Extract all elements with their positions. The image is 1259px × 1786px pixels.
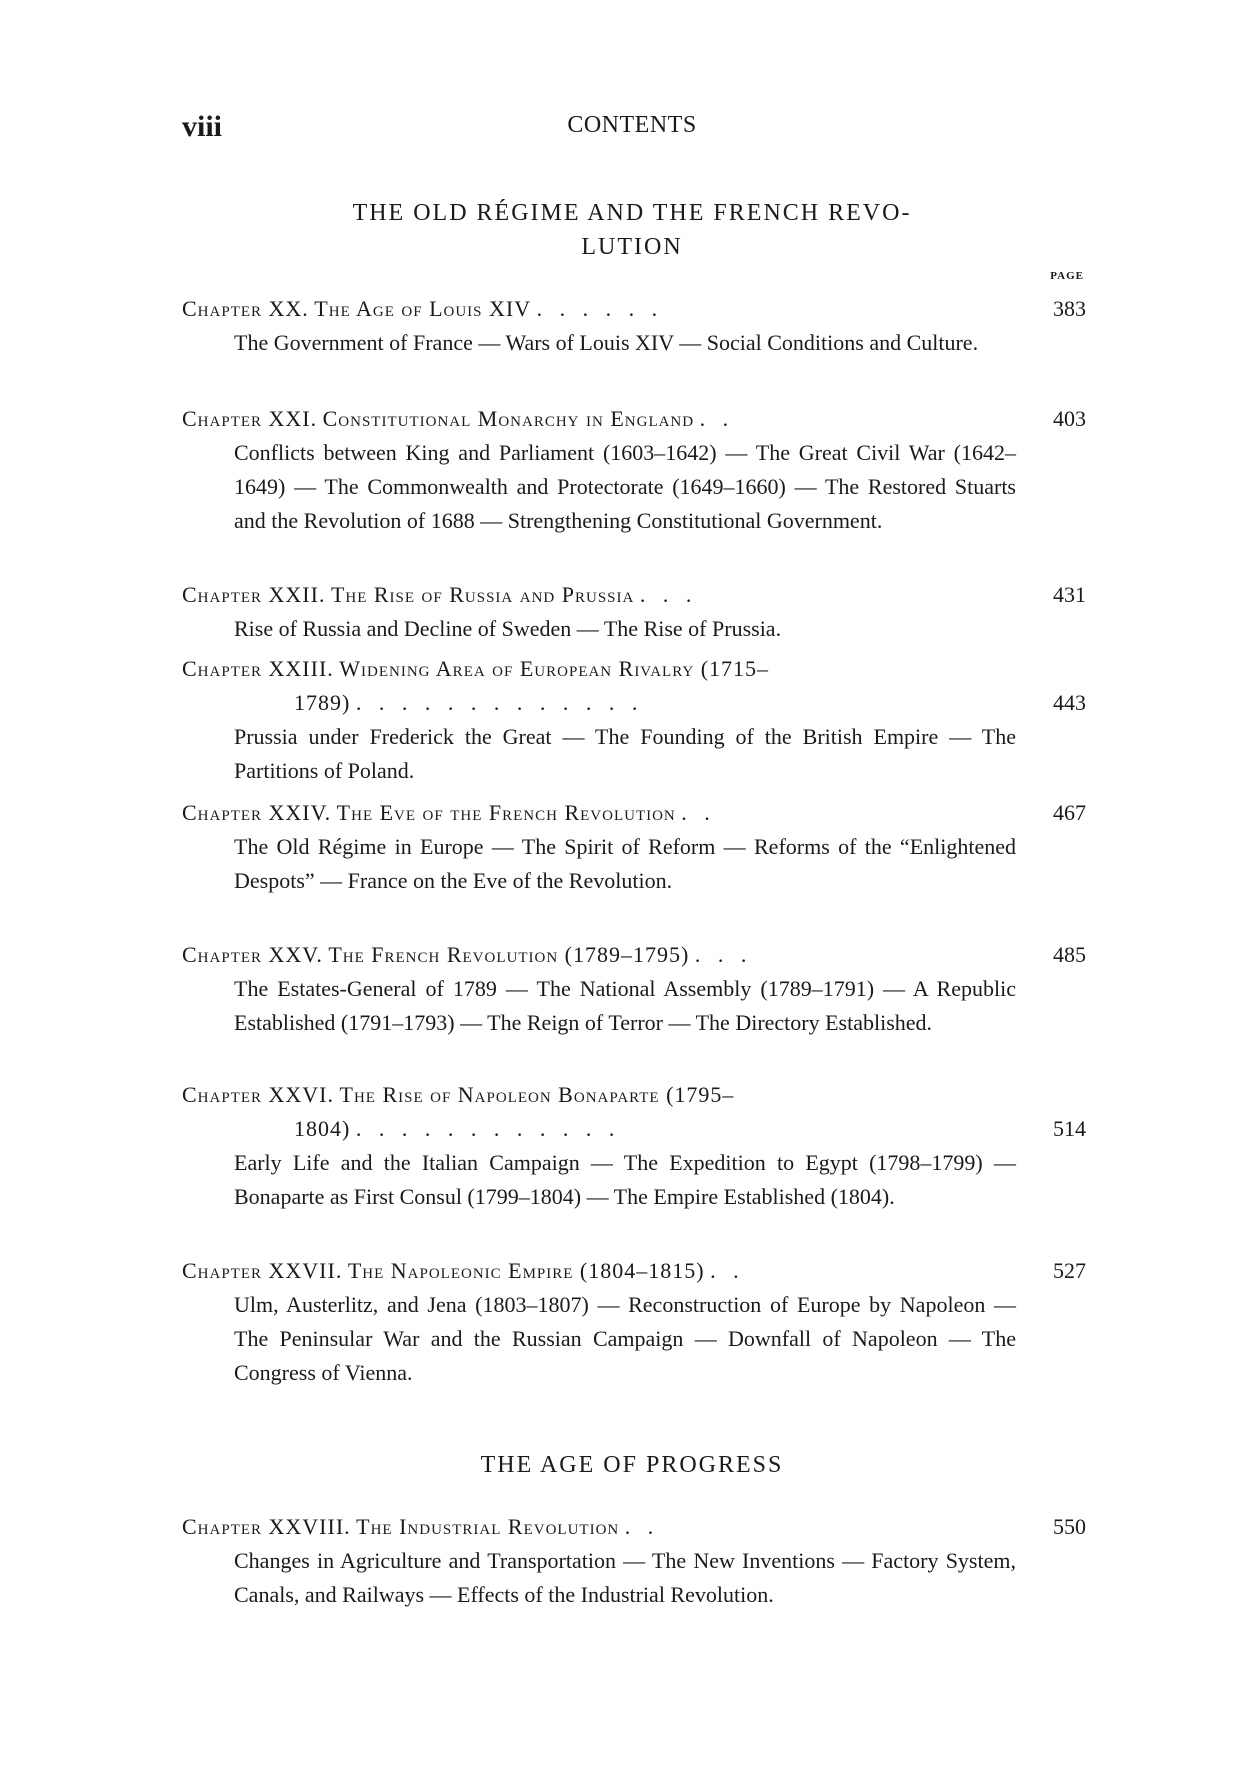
chapter-page-number: 550 xyxy=(1053,1514,1086,1539)
chapter-title: The Eve of the French Revolution xyxy=(336,800,676,825)
dot-leader: . . . . . . . . . . . . xyxy=(355,1116,621,1141)
chapter-summary: The Old Régime in Europe — The Spirit of Reform — Reforms of the “Enlightened Despots” — France on the Eve of the Revolution. xyxy=(234,834,1016,893)
chapter-summary: Prussia under Frederick the Great — The Founding of the British Empire — The Partitions of Poland. xyxy=(234,724,1016,783)
chapter-heading-continuation xyxy=(182,1112,1086,1146)
chapter-summary: Changes in Agriculture and Transportation — The New Inventions — Factory System, Canals, and Railways — Effects of the Industrial Revolution. xyxy=(234,1548,1016,1607)
dot-leader: . . xyxy=(710,1258,745,1283)
running-title: CONTENTS xyxy=(567,112,697,138)
toc-entry-chapter-xxiv xyxy=(182,796,1086,898)
chapter-title-continued: 1804) xyxy=(294,1116,351,1141)
chapter-title: Constitutional Monarchy in England xyxy=(322,406,695,431)
section-heading-line: THE AGE OF PROGRESS xyxy=(480,1452,784,1478)
chapter-heading-line xyxy=(182,578,1086,612)
toc-entry-chapter-xxv xyxy=(182,938,1086,1040)
chapter-title: The Napoleonic Empire (1804–1815) xyxy=(347,1258,705,1283)
chapter-page-number: 403 xyxy=(1053,406,1086,431)
chapter-heading-line xyxy=(182,1510,1086,1544)
chapter-page-number: 527 xyxy=(1053,1258,1086,1283)
chapter-page-number: 514 xyxy=(1053,1116,1086,1141)
dot-leader: . . xyxy=(699,406,735,431)
dot-leader: . . xyxy=(681,800,716,825)
chapter-label: Chapter XXVI. xyxy=(182,1082,335,1107)
chapter-heading-line xyxy=(182,796,1086,830)
section-heading-line: THE OLD RÉGIME AND THE FRENCH REVO- xyxy=(352,200,912,226)
chapter-heading-continuation xyxy=(182,686,1086,720)
chapter-label: Chapter XXVII. xyxy=(182,1258,343,1283)
chapter-summary: Early Life and the Italian Campaign — The Expedition to Egypt (1798–1799) — Bonaparte as First Consul (1799–1804) — The Empire Established (1804). xyxy=(234,1150,1016,1209)
chapter-label: Chapter XXVIII. xyxy=(182,1514,351,1539)
chapter-label: Chapter XXV. xyxy=(182,942,323,967)
chapter-title: The Rise of Russia and Prussia xyxy=(330,582,635,607)
chapter-summary: Conflicts between King and Parliament (1603–1642) — The Great Civil War (1642–1649) — The Commonwealth and Protectorate (1649–1660) — The Restored Stuarts and the Revolution of 1688 — Strengthening Constitutional Government. xyxy=(234,440,1016,533)
dot-leader: . . xyxy=(624,1514,660,1539)
toc-entry-chapter-xx xyxy=(182,292,1086,360)
chapter-heading-line xyxy=(182,1254,1086,1288)
toc-entry-chapter-xxviii xyxy=(182,1510,1086,1612)
chapter-page-number: 467 xyxy=(1053,800,1086,825)
chapter-label: Chapter XX. xyxy=(182,296,309,321)
toc-entry-chapter-xxvi xyxy=(182,1078,1086,1214)
chapter-page-number: 485 xyxy=(1053,942,1086,967)
page-column-label: PAGE xyxy=(1050,270,1084,282)
chapter-heading-line xyxy=(182,402,1086,436)
dot-leader: . . . xyxy=(694,942,753,967)
chapter-label: Chapter XXIV. xyxy=(182,800,332,825)
running-head xyxy=(182,110,1082,150)
chapter-title-continued: 1789) xyxy=(294,690,351,715)
chapter-page-number: 443 xyxy=(1053,690,1086,715)
toc-entry-chapter-xxi xyxy=(182,402,1086,538)
chapter-label: Chapter XXII. xyxy=(182,582,326,607)
chapter-title: The Rise of Napoleon Bonaparte (1795– xyxy=(339,1082,735,1107)
section-heading-line: LUTION xyxy=(581,234,683,260)
section-heading-old-regime xyxy=(182,196,1082,264)
toc-entry-chapter-xxvii xyxy=(182,1254,1086,1390)
toc-entry-chapter-xxiii xyxy=(182,652,1086,788)
chapter-label: Chapter XXIII. xyxy=(182,656,334,681)
chapter-heading-line xyxy=(182,292,1086,326)
section-heading-age-of-progress xyxy=(182,1448,1082,1482)
chapter-label: Chapter XXI. xyxy=(182,406,318,431)
chapter-title: The Industrial Revolution xyxy=(356,1514,620,1539)
dot-leader: . . . xyxy=(639,582,698,607)
chapter-heading-line xyxy=(182,652,1086,686)
chapter-title: Widening Area of European Rivalry (1715– xyxy=(339,656,770,681)
chapter-summary: The Government of France — Wars of Louis XIV — Social Conditions and Culture. xyxy=(234,330,979,355)
chapter-summary: Ulm, Austerlitz, and Jena (1803–1807) — Reconstruction of Europe by Napoleon — The Peninsular War and the Russian Campaign — Downfall of Napoleon — The Congress of Vienna. xyxy=(234,1292,1016,1385)
chapter-summary: Rise of Russia and Decline of Sweden — The Rise of Prussia. xyxy=(234,616,782,641)
dot-leader: . . . . . . xyxy=(536,296,664,321)
chapter-page-number: 383 xyxy=(1053,296,1086,321)
chapter-heading-line xyxy=(182,938,1086,972)
chapter-title: The Age of Louis XIV xyxy=(314,296,532,321)
chapter-page-number: 431 xyxy=(1053,582,1086,607)
dot-leader: . . . . . . . . . . . . . xyxy=(355,690,644,715)
chapter-heading-line xyxy=(182,1078,1086,1112)
chapter-summary: The Estates-General of 1789 — The National Assembly (1789–1791) — A Republic Established (1791–1793) — The Reign of Terror — The Directory Established. xyxy=(234,976,1016,1035)
toc-entry-chapter-xxii xyxy=(182,578,1086,646)
chapter-title: The French Revolution (1789–1795) xyxy=(328,942,690,967)
folio-number: viii xyxy=(182,110,223,143)
